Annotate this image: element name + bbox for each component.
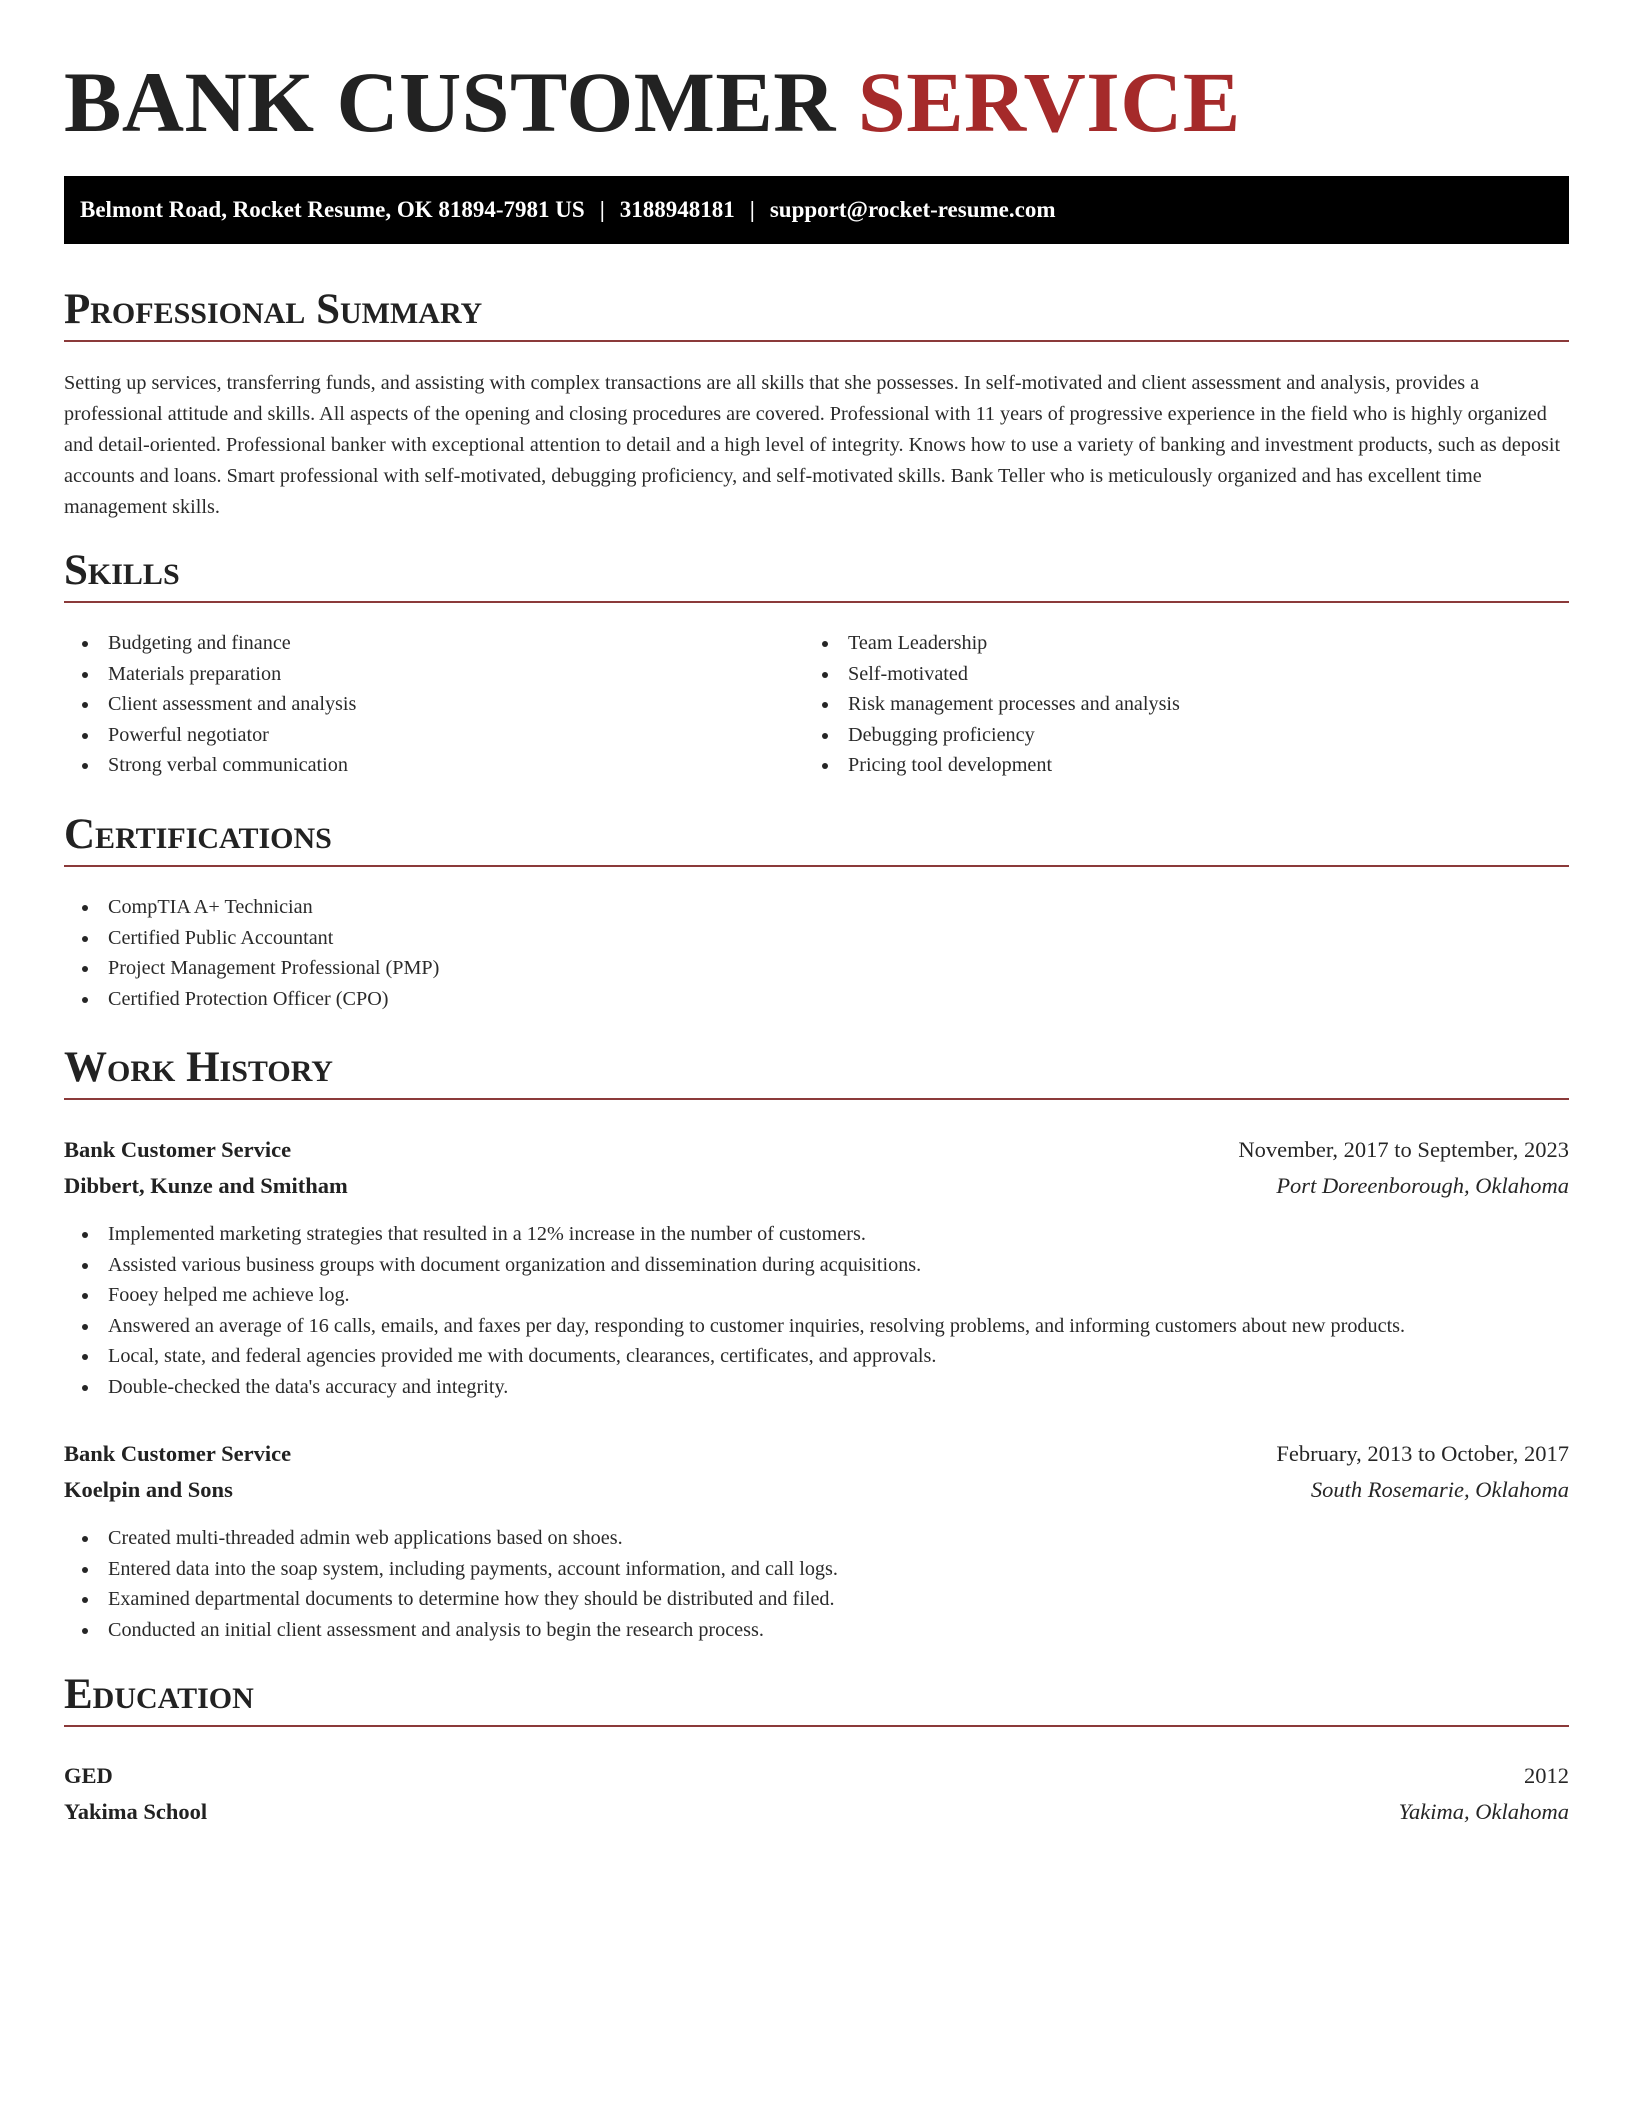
job-role: Bank Customer Service <box>64 1137 292 1162</box>
contact-email[interactable]: support@rocket-resume.com <box>769 197 1056 222</box>
skill-item: Powerful negotiator <box>64 720 356 751</box>
job-company-row <box>64 1472 1569 1508</box>
job-duties-list <box>64 1219 1405 1402</box>
contact-address: Belmont Road, Rocket Resume, OK 81894-7981 US <box>80 197 585 222</box>
name-primary: BANK CUSTOMER <box>64 54 836 150</box>
job-location: Port Doreenborough, Oklahoma <box>1276 1173 1569 1198</box>
skill-item: Budgeting and finance <box>64 628 356 659</box>
job-duty: Assisted various business groups with document organization and dissemination during acquisitions. <box>64 1250 1405 1281</box>
skill-item: Team Leadership <box>804 628 1180 659</box>
skill-item: Strong verbal communication <box>64 750 356 781</box>
skills-list-right <box>804 628 1180 781</box>
job-duty: Local, state, and federal agencies provided me with documents, clearances, certificates, and approvals. <box>64 1341 1405 1372</box>
job-dates: November, 2017 to September, 2023 <box>1238 1137 1569 1162</box>
job-header-row <box>64 1132 1569 1168</box>
skills-list-left <box>64 628 356 781</box>
job-duty: Examined departmental documents to determine how they should be distributed and filed. <box>64 1584 838 1615</box>
job-duty: Entered data into the soap system, including payments, account information, and call logs. <box>64 1554 838 1585</box>
job-duty: Answered an average of 16 calls, emails, and faxes per day, responding to customer inquiries, resolving problems, and informing customers about new products. <box>64 1311 1405 1342</box>
certifications-heading: Certifications <box>64 805 1569 867</box>
skill-item: Risk management processes and analysis <box>804 689 1180 720</box>
resume-name <box>64 52 1241 152</box>
education-year: 2012 <box>1524 1763 1569 1788</box>
summary-text: Setting up services, transferring funds, and assisting with complex transactions are all skills that she possesses. In self-motivated and client assessment and analysis, provides a professional attitude and skills. All aspects of the opening and closing procedures are covered. Professional with 11 years of progressive experience in the field who is highly organized and detail-oriented. Professional banker with exceptional attention to detail and a high level of integrity. Knows how to use a variety of banking and investment products, such as deposit accounts and loans. Smart professional with self-motivated, debugging proficiency, and self-motivated skills. Bank Teller who is meticulously organized and has excellent time management skills. <box>64 372 1561 518</box>
job-company: Dibbert, Kunze and Smitham <box>64 1173 348 1198</box>
certification-item: Certified Protection Officer (CPO) <box>64 984 439 1015</box>
education-heading: Education <box>64 1665 1569 1727</box>
skill-item: Self-motivated <box>804 659 1180 690</box>
certifications-list <box>64 892 439 1014</box>
contact-phone: 3188948181 <box>619 197 735 222</box>
contact-separator: | <box>599 197 605 222</box>
education-degree-row <box>64 1758 1569 1794</box>
skills-heading: Skills <box>64 541 1569 603</box>
contact-bar <box>64 176 1569 244</box>
skill-item: Client assessment and analysis <box>64 689 356 720</box>
name-accent: SERVICE <box>857 54 1241 150</box>
education-location: Yakima, Oklahoma <box>1398 1799 1569 1824</box>
education-school: Yakima School <box>64 1799 208 1824</box>
job-company: Koelpin and Sons <box>64 1477 233 1502</box>
job-header-row <box>64 1436 1569 1472</box>
skill-item: Materials preparation <box>64 659 356 690</box>
certification-item: Certified Public Accountant <box>64 923 439 954</box>
job-duty: Conducted an initial client assessment and analysis to begin the research process. <box>64 1615 838 1646</box>
job-location: South Rosemarie, Oklahoma <box>1310 1477 1569 1502</box>
job-duties-list <box>64 1523 838 1645</box>
certification-item: Project Management Professional (PMP) <box>64 953 439 984</box>
skill-item: Pricing tool development <box>804 750 1180 781</box>
job-company-row <box>64 1168 1569 1204</box>
education-school-row <box>64 1794 1569 1830</box>
job-dates: February, 2013 to October, 2017 <box>1276 1441 1569 1466</box>
job-role: Bank Customer Service <box>64 1441 292 1466</box>
job-duty: Created multi-threaded admin web applications based on shoes. <box>64 1523 838 1554</box>
skill-item: Debugging proficiency <box>804 720 1180 751</box>
education-degree: GED <box>64 1763 113 1788</box>
job-duty: Implemented marketing strategies that resulted in a 12% increase in the number of customers. <box>64 1219 1405 1250</box>
job-duty: Fooey helped me achieve log. <box>64 1280 1405 1311</box>
contact-separator: | <box>749 197 755 222</box>
work-history-heading: Work History <box>64 1038 1569 1100</box>
summary-heading: Professional Summary <box>64 280 1569 342</box>
job-duty: Double-checked the data's accuracy and integrity. <box>64 1372 1405 1403</box>
certification-item: CompTIA A+ Technician <box>64 892 439 923</box>
